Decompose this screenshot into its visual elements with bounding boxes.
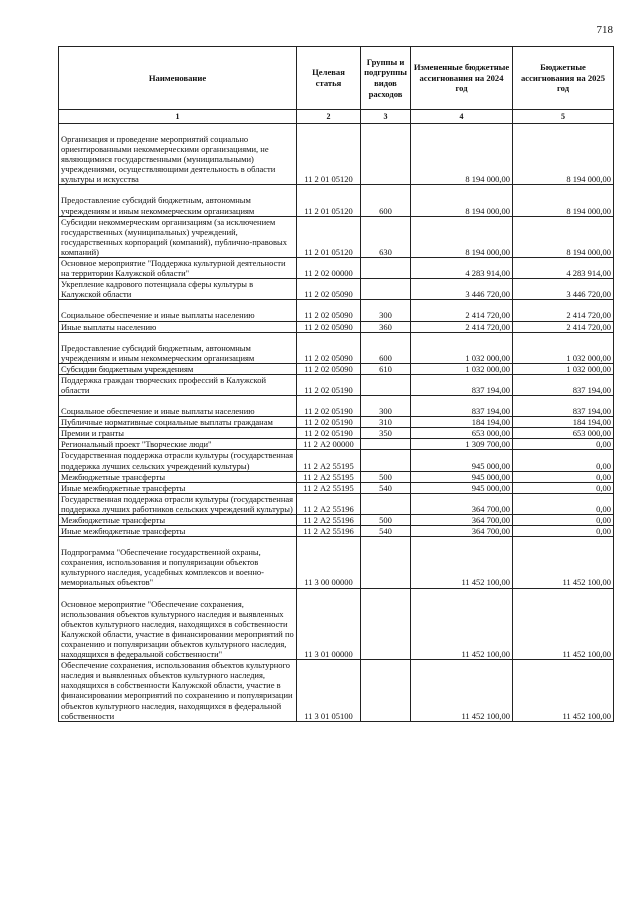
row-target-code: 11 2 А2 55196 [297, 515, 361, 526]
row-target-code: 11 2 А2 55196 [297, 526, 361, 537]
column-header-2024: Измененные бюджетные ассигнования на 2024 год [411, 47, 513, 110]
row-name: Основное мероприятие "Обеспечение сохранения, использования объектов культурного наследия и выявленных объектов культурного наследия, находящихся в собственности Калужской области, участие в финансировании мероприятий по сохранению и популяризации объектов культурного наследия, находящихся в федеральной собственности" [59, 588, 297, 660]
row-expense-group [361, 279, 411, 300]
column-number: 1 [59, 110, 297, 124]
row-name: Премии и гранты [59, 428, 297, 439]
row-amount-2025: 4 283 914,00 [513, 258, 614, 279]
row-target-code: 11 2 01 05120 [297, 185, 361, 216]
row-target-code: 11 2 02 05190 [297, 396, 361, 417]
table-row [59, 493, 614, 514]
budget-table [58, 46, 614, 722]
row-amount-2025: 8 194 000,00 [513, 185, 614, 216]
row-amount-2025: 2 414 720,00 [513, 321, 614, 332]
table-row [59, 300, 614, 321]
row-expense-group [361, 450, 411, 471]
row-amount-2024: 11 452 100,00 [411, 537, 513, 588]
row-amount-2024: 364 700,00 [411, 526, 513, 537]
row-amount-2025: 11 452 100,00 [513, 588, 614, 660]
row-amount-2024: 8 194 000,00 [411, 185, 513, 216]
row-name: Основное мероприятие "Поддержка культурной деятельности на территории Калужской области" [59, 258, 297, 279]
row-name: Обеспечение сохранения, использования объектов культурного наследия и выявленных объектов культурного наследия, находящихся в собственности Калужской области, участие в финансировании мероприятий по сохранению и популяризации объектов культурного наследия, находящихся в федеральной собственности [59, 660, 297, 722]
row-target-code: 11 2 02 05090 [297, 363, 361, 374]
row-amount-2025: 1 032 000,00 [513, 332, 614, 363]
row-name: Предоставление субсидий бюджетным, автономным учреждениям и иным некоммерческим организациям [59, 332, 297, 363]
row-amount-2024: 8 194 000,00 [411, 124, 513, 185]
row-amount-2024: 364 700,00 [411, 515, 513, 526]
row-expense-group: 300 [361, 300, 411, 321]
row-amount-2024: 2 414 720,00 [411, 321, 513, 332]
table-row [59, 526, 614, 537]
row-amount-2025: 184 194,00 [513, 417, 614, 428]
row-amount-2024: 837 194,00 [411, 396, 513, 417]
row-name: Иные выплаты населению [59, 321, 297, 332]
row-expense-group [361, 439, 411, 450]
table-row [59, 321, 614, 332]
row-amount-2025: 0,00 [513, 471, 614, 482]
row-amount-2024: 2 414 720,00 [411, 300, 513, 321]
row-target-code: 11 2 А2 55195 [297, 482, 361, 493]
row-amount-2024: 1 032 000,00 [411, 363, 513, 374]
row-amount-2024: 11 452 100,00 [411, 660, 513, 722]
column-number: 2 [297, 110, 361, 124]
row-target-code: 11 2 А2 55195 [297, 450, 361, 471]
column-number: 4 [411, 110, 513, 124]
row-expense-group [361, 258, 411, 279]
table-row [59, 537, 614, 588]
row-name: Социальное обеспечение и иные выплаты населению [59, 396, 297, 417]
row-expense-group [361, 124, 411, 185]
row-name: Укрепление кадрового потенциала сферы культуры в Калужской области [59, 279, 297, 300]
table-row [59, 332, 614, 363]
table-row [59, 396, 614, 417]
row-name: Социальное обеспечение и иные выплаты населению [59, 300, 297, 321]
table-row [59, 417, 614, 428]
table-row [59, 588, 614, 660]
row-expense-group: 540 [361, 526, 411, 537]
row-target-code: 11 2 А2 55196 [297, 493, 361, 514]
row-amount-2025: 1 032 000,00 [513, 363, 614, 374]
row-expense-group: 360 [361, 321, 411, 332]
row-amount-2024: 184 194,00 [411, 417, 513, 428]
row-amount-2024: 364 700,00 [411, 493, 513, 514]
row-name: Подпрограмма "Обеспечение государственной охраны, сохранения, использования и популяризации объектов культурного наследия, усадебных комплексов и военно-мемориальных объектов" [59, 537, 297, 588]
row-amount-2025: 3 446 720,00 [513, 279, 614, 300]
row-amount-2025: 11 452 100,00 [513, 537, 614, 588]
row-expense-group: 630 [361, 216, 411, 257]
table-row [59, 374, 614, 395]
row-name: Межбюджетные трансферты [59, 515, 297, 526]
row-target-code: 11 2 02 05090 [297, 279, 361, 300]
table-row [59, 471, 614, 482]
row-target-code: 11 2 02 05090 [297, 332, 361, 363]
row-amount-2025: 653 000,00 [513, 428, 614, 439]
row-expense-group: 540 [361, 482, 411, 493]
row-amount-2025: 0,00 [513, 526, 614, 537]
row-name: Государственная поддержка отрасли культуры (государственная поддержка лучших работников сельских учреждений культуры) [59, 493, 297, 514]
column-header-group: Группы и подгруппы видов расходов [361, 47, 411, 110]
row-name: Иные межбюджетные трансферты [59, 482, 297, 493]
row-amount-2025: 0,00 [513, 439, 614, 450]
row-amount-2024: 1 309 700,00 [411, 439, 513, 450]
row-name: Межбюджетные трансферты [59, 471, 297, 482]
row-target-code: 11 2 А2 00000 [297, 439, 361, 450]
row-name: Предоставление субсидий бюджетным, автономным учреждениям и иным некоммерческим организациям [59, 185, 297, 216]
row-name: Государственная поддержка отрасли культуры (государственная поддержка лучших сельских учреждений культуры) [59, 450, 297, 471]
row-amount-2024: 945 000,00 [411, 450, 513, 471]
row-amount-2025: 8 194 000,00 [513, 216, 614, 257]
row-expense-group: 600 [361, 332, 411, 363]
row-expense-group [361, 588, 411, 660]
column-number: 5 [513, 110, 614, 124]
row-amount-2025: 837 194,00 [513, 374, 614, 395]
row-expense-group [361, 660, 411, 722]
table-row [59, 258, 614, 279]
row-name: Региональный проект "Творческие люди" [59, 439, 297, 450]
table-row [59, 428, 614, 439]
row-target-code: 11 3 00 00000 [297, 537, 361, 588]
row-amount-2024: 945 000,00 [411, 482, 513, 493]
row-name: Публичные нормативные социальные выплаты гражданам [59, 417, 297, 428]
row-amount-2024: 837 194,00 [411, 374, 513, 395]
row-target-code: 11 2 А2 55195 [297, 471, 361, 482]
table-row [59, 482, 614, 493]
row-target-code: 11 3 01 05100 [297, 660, 361, 722]
row-target-code: 11 3 01 00000 [297, 588, 361, 660]
row-target-code: 11 2 02 05090 [297, 300, 361, 321]
table-row [59, 124, 614, 185]
row-expense-group: 500 [361, 471, 411, 482]
table-row [59, 515, 614, 526]
row-expense-group: 310 [361, 417, 411, 428]
table-row [59, 439, 614, 450]
table-row [59, 185, 614, 216]
row-amount-2025: 837 194,00 [513, 396, 614, 417]
row-amount-2025: 0,00 [513, 493, 614, 514]
row-expense-group: 300 [361, 396, 411, 417]
row-target-code: 11 2 02 05190 [297, 428, 361, 439]
row-amount-2024: 1 032 000,00 [411, 332, 513, 363]
row-amount-2024: 3 446 720,00 [411, 279, 513, 300]
row-name: Субсидии некоммерческим организациям (за исключением государственных (муниципальных) учреждений, государственных корпораций (компаний), публично-правовых компаний) [59, 216, 297, 257]
header-row [59, 47, 614, 110]
column-number-row [59, 110, 614, 124]
row-expense-group [361, 493, 411, 514]
table-row [59, 279, 614, 300]
page-number: 718 [596, 24, 613, 36]
column-header-name: Наименование [59, 47, 297, 110]
table-row [59, 450, 614, 471]
row-name: Иные межбюджетные трансферты [59, 526, 297, 537]
table-body [59, 124, 614, 722]
row-amount-2024: 11 452 100,00 [411, 588, 513, 660]
row-expense-group: 610 [361, 363, 411, 374]
row-target-code: 11 2 01 05120 [297, 124, 361, 185]
row-expense-group [361, 374, 411, 395]
row-amount-2024: 8 194 000,00 [411, 216, 513, 257]
row-amount-2025: 8 194 000,00 [513, 124, 614, 185]
row-amount-2025: 0,00 [513, 482, 614, 493]
row-expense-group: 500 [361, 515, 411, 526]
row-name: Поддержка граждан творческих профессий в Калужской области [59, 374, 297, 395]
row-amount-2025: 2 414 720,00 [513, 300, 614, 321]
row-name: Организация и проведение мероприятий социально ориентированными некоммерческими организациями, не являющимися государственными (муниципальными) учреждениями, осуществляющими деятельность в области культуры и искусства [59, 124, 297, 185]
row-amount-2024: 945 000,00 [411, 471, 513, 482]
row-target-code: 11 2 02 05090 [297, 321, 361, 332]
row-amount-2024: 4 283 914,00 [411, 258, 513, 279]
column-number: 3 [361, 110, 411, 124]
row-target-code: 11 2 02 05190 [297, 374, 361, 395]
table-row [59, 216, 614, 257]
row-target-code: 11 2 02 05190 [297, 417, 361, 428]
row-amount-2025: 0,00 [513, 515, 614, 526]
row-amount-2024: 653 000,00 [411, 428, 513, 439]
table-row [59, 363, 614, 374]
row-amount-2025: 11 452 100,00 [513, 660, 614, 722]
column-header-code: Целевая статья [297, 47, 361, 110]
row-expense-group [361, 537, 411, 588]
column-header-2025: Бюджетные ассигнования на 2025 год [513, 47, 614, 110]
table-row [59, 660, 614, 722]
row-name: Субсидии бюджетным учреждениям [59, 363, 297, 374]
row-target-code: 11 2 01 05120 [297, 216, 361, 257]
row-amount-2025: 0,00 [513, 450, 614, 471]
row-target-code: 11 2 02 00000 [297, 258, 361, 279]
row-expense-group: 350 [361, 428, 411, 439]
row-expense-group: 600 [361, 185, 411, 216]
